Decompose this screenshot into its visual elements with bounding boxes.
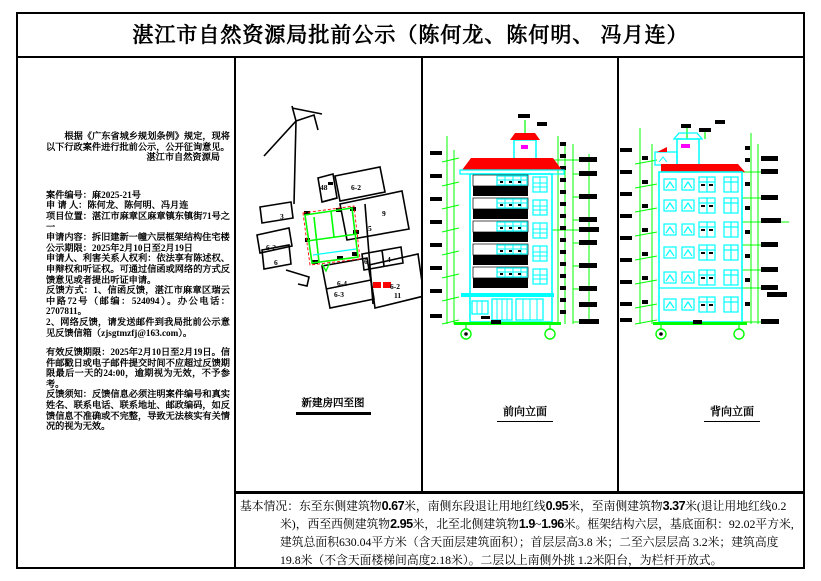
parcel-label: 9 <box>382 209 386 218</box>
parcel-label: 6-3 <box>334 290 344 299</box>
caption-front-elevation: 前向立面 <box>460 403 590 422</box>
parcel-label: 11 <box>394 291 402 300</box>
balcony-floors <box>473 175 547 288</box>
title-bar <box>16 12 805 58</box>
parcel-label: 3 <box>280 212 284 221</box>
site-plan-marks <box>304 182 359 264</box>
basic-info-text: 基本情况：东至东侧建筑物0.67米，南侧东段退让用地红线0.95米，至南侧建筑物3.37米(退让用地红线0.2米)，西至西侧建筑物2.95米，北至北侧建筑物1.9~1.96米。框架结构六层，基底面积：92.02平方米,建筑总面积630.04平方米（含天面层建筑面积）；首层层高3.8 米；二至六层层高 3.2米；建筑高度19.8米（不含天面楼梯间高度2.18米）。二层以上南侧外挑 1.2米阳台，为栏杆开放式。 <box>240 499 794 567</box>
dimension-text-left <box>620 148 648 322</box>
parcel-label: 4 <box>387 255 391 264</box>
feedback-deadline: 有效反馈期限：2025年2月10日至2月19日。信件邮戳日或电子邮件提交时间不应超过反馈期限最后一天的24:00，逾期视为无效，不予参考。 <box>46 347 230 389</box>
caption-site-plan: 新建房四至图 <box>268 395 398 415</box>
notice-text-column <box>46 131 230 432</box>
caption-rear-elevation: 背向立面 <box>667 403 797 422</box>
parcel-label: 6-2 <box>390 282 400 291</box>
field-feedback-mail: 反馈方式：1、信函反馈，湛江市麻章区瑞云中路72号（邮编：524094）。办公电话：2707811。 <box>46 285 230 317</box>
plot-outline <box>305 208 358 263</box>
field-applicant: 申 请 人：陈何龙、陈何明、冯月连 <box>46 200 189 211</box>
intro-paragraph: 根据《广东省城乡规划条例》规定，现将以下行政案件进行批前公示，公开征询意见。 <box>46 131 230 152</box>
field-content: 申请内容：拆旧建新一幢六层框架结构住宅楼 <box>46 232 230 243</box>
parcel-label: 6 <box>274 258 278 267</box>
roof-stair-enclosure <box>510 114 547 162</box>
rear-elevation-drawing <box>617 58 805 493</box>
red-roof <box>462 158 562 170</box>
field-rights: 申请人、利害关系人权利：依法享有陈述权、申辩权和听证权。可通过信函或网络的方式反馈意见或者提出听证申请。 <box>46 253 230 285</box>
axis-bubble <box>545 329 555 339</box>
dimension-text-right <box>560 142 599 324</box>
field-period: 公示期限：2025年2月10日至2月19日 <box>46 242 193 253</box>
parcel-label: 6-2 <box>351 183 361 192</box>
parcel-outlines <box>257 106 422 308</box>
window-grid <box>664 177 738 312</box>
parcel-label: 6 <box>364 257 368 266</box>
parcel-label: 6-2 <box>266 243 276 252</box>
spacer <box>46 338 230 347</box>
basic-info-section <box>240 497 798 569</box>
parcel-label: 6-4 <box>337 279 347 288</box>
field-location: 项目位置：湛江市麻章区麻章镇东镇街71号之一 <box>46 210 230 232</box>
site-plan-drawing <box>234 58 422 493</box>
parcel-labels <box>266 183 401 300</box>
ground-floor <box>461 293 554 320</box>
feedback-notes: 反馈须知：反馈信息必须注明案件编号和真实姓名、联系电话、联系地址、邮政编码，如反馈信息不准确或不完整，导致无法核实有关情况的视为无效。 <box>46 389 230 432</box>
dimension-text-left <box>430 151 442 318</box>
front-elevation-drawing <box>421 58 617 493</box>
axis-bubble <box>734 329 744 339</box>
red-roof <box>661 164 745 172</box>
parcel-label: 48 <box>320 183 328 192</box>
cyan-edge-line <box>313 249 356 255</box>
red-plot-label <box>373 282 391 288</box>
dimension-lines-left <box>442 136 459 324</box>
field-case-number: 案件编号：麻2025-21号 <box>46 189 141 200</box>
page-title: 湛江市自然资源局批前公示（陈何龙、陈何明、 冯月连） <box>132 23 689 47</box>
field-feedback-email: 2、网络反馈，请发送邮件到我局批前公示意见反馈信箱（zjsgtmzfj@163.com）。 <box>46 316 230 338</box>
agency-line: 湛江市自然资源局 <box>146 152 220 163</box>
spacer <box>46 163 230 190</box>
base-line <box>454 320 561 339</box>
parcel-label: 5 <box>368 224 372 233</box>
base-line <box>653 320 747 339</box>
